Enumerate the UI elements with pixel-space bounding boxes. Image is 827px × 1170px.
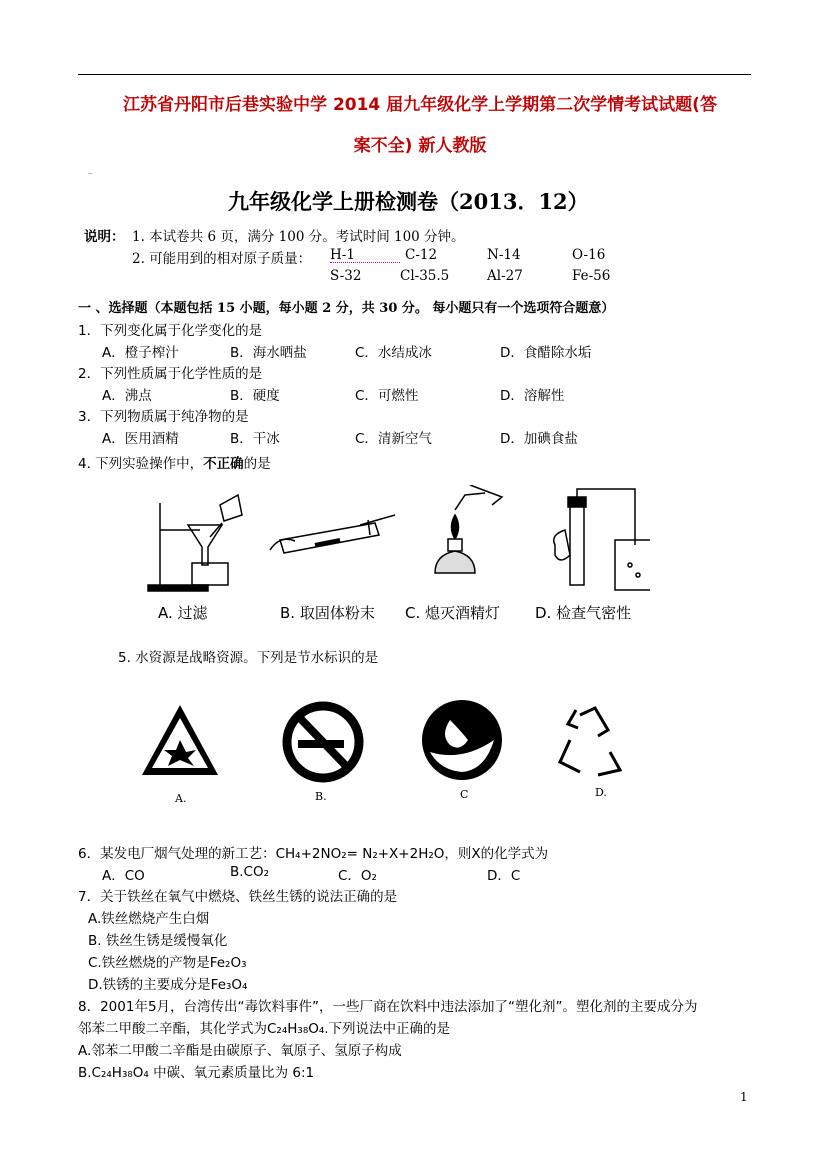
mass-o: O-16 (572, 247, 606, 263)
airtightness-check-icon (554, 489, 650, 590)
q7-stem: 7．关于铁丝在氧气中燃烧、铁丝生锈的说法正确的是 (78, 889, 398, 905)
q6-option-c: C．O₂ (338, 868, 377, 884)
q4-stem-suffix: 的是 (243, 456, 271, 472)
page-number: 1 (740, 1090, 748, 1104)
q8-stem-line2: 邻苯二甲酸二辛酯，其化学式为C₂₄H₃₈O₄.下列说法中正确的是 (78, 1021, 451, 1037)
q8-option-a: A.邻苯二甲酸二辛酯是由碳原子、氧原子、氢原子构成 (78, 1043, 402, 1059)
q8-option-b: B.C₂₄H₃₈O₄ 中碳、氧元素质量比为 6:1 (78, 1065, 315, 1081)
test-tube-powder-icon (270, 515, 395, 553)
underline-mark (330, 262, 400, 263)
q5-label-c: C (460, 788, 469, 801)
q6-stem: 6．某发电厂烟气处理的新工艺：CH₄+2NO₂= N₂+X+2H₂O，则X的化学式为 (78, 846, 549, 862)
q7-option-d: D.铁锈的主要成分是Fe₃O₄ (88, 977, 248, 993)
q5-signs (140, 700, 640, 810)
note-label: 说明： (84, 229, 125, 245)
q7-option-c: C.铁丝燃烧的产物是Fe₂O₃ (88, 955, 247, 971)
q3-option-a: A．医用酒精 (102, 431, 179, 447)
recycling-icon (560, 708, 620, 775)
alcohol-lamp-icon (435, 485, 502, 573)
q5-label-a: A. (175, 792, 187, 805)
q2-option-c: C．可燃性 (355, 388, 419, 404)
q1-option-a: A．橙子榨汁 (102, 345, 179, 361)
q5-stem: 5. 水资源是战略资源。下列是节水标识的是 (118, 650, 379, 666)
q2-option-d: D．溶解性 (500, 388, 565, 404)
filtration-apparatus-icon (148, 495, 242, 591)
q2-stem: 2．下列性质属于化学性质的是 (78, 366, 263, 382)
mass-al: Al-27 (487, 268, 523, 284)
q5-label-d: D. (595, 786, 607, 799)
q3-option-d: D．加碘食盐 (500, 431, 578, 447)
q6-option-a: A．CO (102, 868, 145, 884)
doc-title-line2: 案不全) 新人教版 (353, 136, 487, 156)
q3-option-c: C．清新空气 (355, 431, 432, 447)
doc-title-line1: 江苏省丹阳市后巷实验中学 2014 届九年级化学上学期第二次学情考试试题(答 (123, 95, 717, 115)
q4-label-d: D. 检查气密性 (535, 604, 632, 622)
q4-stem-prefix: 4. 下列实验操作中， (78, 456, 204, 472)
mass-c: C-12 (405, 247, 438, 263)
no-smoking-icon (287, 706, 359, 778)
q2-option-a: A．沸点 (102, 388, 152, 404)
mass-n: N-14 (487, 247, 521, 263)
q5-label-b: B. (315, 790, 327, 803)
explosive-warning-icon (142, 705, 218, 775)
note-1: 1. 本试卷共 6 页，满分 100 分。考试时间 100 分钟。 (132, 229, 465, 245)
mass-fe: Fe-56 (572, 268, 611, 284)
q1-stem: 1．下列变化属于化学变化的是 (78, 323, 263, 339)
q4-stem-bold: 不正确 (203, 456, 244, 472)
q3-option-b: B．干冰 (230, 431, 280, 447)
q4-label-b: B. 取固体粉末 (280, 604, 375, 622)
q6-option-b: B.CO₂ (230, 864, 270, 880)
q1-option-d: D．食醋除水垢 (500, 345, 592, 361)
q4-label-a: A. 过滤 (158, 604, 208, 622)
q7-option-a: A.铁丝燃烧产生白烟 (88, 911, 210, 927)
section1-heading: 一 、选择题（本题包括 15 小题，每小题 2 分，共 30 分。 每小题只有一个选项符合题意） (78, 301, 615, 316)
q6-option-d: D．C (487, 868, 521, 884)
header-rule (78, 74, 751, 75)
q1-option-b: B．海水晒盐 (230, 345, 307, 361)
mass-cl: Cl-35.5 (400, 268, 450, 284)
water-saving-icon (422, 700, 502, 780)
q1-option-c: C．水结成冰 (355, 345, 432, 361)
q4-lab-figures (130, 485, 650, 635)
q3-stem: 3．下列物质属于纯净物的是 (78, 409, 249, 425)
q4-stem (78, 452, 271, 472)
mass-h: H-1 (330, 247, 355, 263)
q2-option-b: B．硬度 (230, 388, 280, 404)
q8-stem-line1: 8．2001年5月，台湾传出“毒饮料事件”，一些厂商在饮料中违法添加了“塑化剂”。塑化剂的主要成分为 (78, 999, 698, 1015)
q4-label-c: C. 熄灭酒精灯 (405, 604, 501, 622)
mass-s: S-32 (330, 268, 362, 284)
exam-title: 九年级化学上册检测卷（2013．12） (228, 189, 589, 214)
note-2-label: 2. 可能用到的相对原子质量： (132, 251, 312, 267)
q7-option-b: B. 铁丝生锈是缓慢氧化 (88, 933, 228, 949)
dash-mark: – (88, 168, 93, 179)
